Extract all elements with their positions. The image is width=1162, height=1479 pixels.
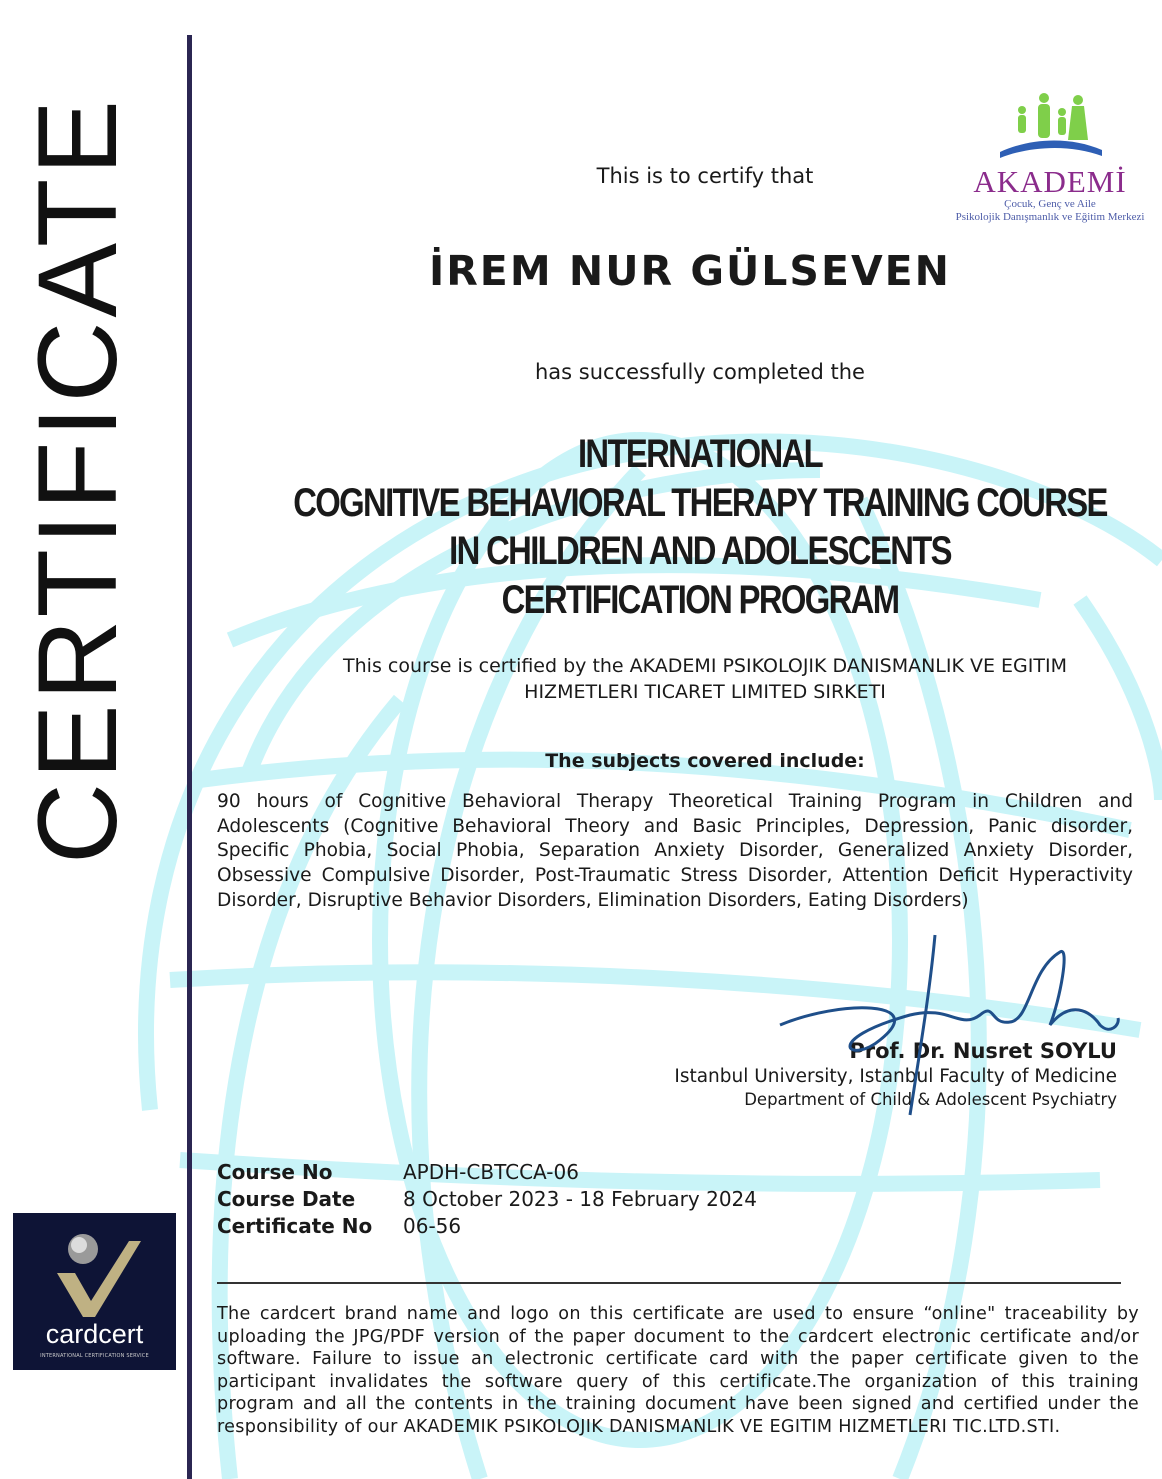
course-title-line: IN CHILDREN AND ADOLESCENTS — [449, 529, 951, 573]
footer-disclaimer: The cardcert brand name and logo on this certificate are used to ensure “online" traceability by uploading the JPG/PDF version of the paper document to the cardcert electronic certificate and/or software. Failure to issue an electronic certificate card with the paper certificate given to the participant invalidates the software query of this certificate.The organization of this training program and all the contents in the training document have been signed and certified under the responsibility of our AKADEMIK PSIKOLOJIK DANISMANLIK VE EGITIM HIZMETLERI TIC.LTD.STI. — [217, 1304, 1139, 1437]
logo-subtitle-1: Çocuk, Genç ve Aile — [1004, 198, 1096, 210]
course-title-line: INTERNATIONAL — [577, 432, 823, 476]
course-no-label: Course No — [217, 1160, 333, 1184]
certificate-no-row — [217, 1213, 757, 1240]
signatory-name: Prof. Dr. Nusret SOYLU — [849, 1039, 1117, 1063]
recipient-name: İREM NUR GÜLSEVEN — [428, 247, 952, 295]
signature — [760, 930, 1130, 1120]
course-title-line: COGNITIVE BEHAVIORAL THERAPY TRAINING COURSE — [293, 480, 1107, 525]
logo-subtitle-2: Psikolojik Danışmanlık ve Eğitim Merkezi — [955, 211, 1145, 223]
footer-divider — [217, 1282, 1121, 1284]
certificate-no-value: 06-56 — [403, 1214, 462, 1238]
course-date-row — [217, 1186, 757, 1213]
sidebar-divider-line — [187, 35, 192, 1479]
course-title — [290, 430, 1110, 624]
certify-text: This is to certify that — [596, 164, 814, 188]
certificate-no-label: Certificate No — [217, 1214, 373, 1238]
course-no-row — [217, 1159, 757, 1186]
course-info — [217, 1159, 757, 1240]
certified-by — [250, 653, 1160, 705]
certified-by-line: This course is certified by the AKADEMI PSIKOLOJIK DANISMANLIK VE EGITIM — [343, 655, 1067, 677]
cardcert-tagline: INTERNATIONAL CERTIFICATION SERVICE — [40, 1353, 149, 1359]
vertical-certificate-heading: CERTIFICATE — [15, 96, 140, 864]
course-no-value: APDH-CBTCCA-06 — [403, 1160, 579, 1184]
subjects-text: 90 hours of Cognitive Behavioral Therapy Theoretical Training Program in Children and Adolescents (Cognitive Behavioral Theory and Basic Principles, Depression, Panic disorder, Specific Phobia, Social Phobia, Separation Anxiety Disorder, Generalized Anxiety Disorder, Obsessive Compulsive Disorder, Post-Traumatic Stress Disorder, Attention Deficit Hyperactivity Disorder, Disruptive Behavior Disorders, Elimination Disorders, Eating Disorders) — [217, 791, 1133, 911]
signatory-department: Department of Child & Adolescent Psychiatry — [744, 1090, 1117, 1109]
checkmark-globe-icon — [13, 1213, 176, 1323]
family-icon — [990, 90, 1110, 162]
akademi-logo — [942, 90, 1158, 224]
course-date-value: 8 October 2023 - 18 February 2024 — [403, 1187, 757, 1211]
cardcert-logo — [13, 1213, 176, 1370]
certified-by-line: HIZMETLERI TICARET LIMITED SIRKETI — [524, 681, 886, 703]
course-title-line: CERTIFICATION PROGRAM — [501, 577, 899, 622]
course-date-label: Course Date — [217, 1187, 356, 1211]
subjects-heading: The subjects covered include: — [545, 750, 865, 772]
completed-text: has successfully completed the — [535, 360, 865, 384]
cardcert-word: cardcert — [45, 1319, 144, 1349]
signatory-affiliation: Istanbul University, Istanbul Faculty of Medicine — [674, 1066, 1117, 1087]
logo-brand: AKADEMİ — [973, 164, 1127, 199]
